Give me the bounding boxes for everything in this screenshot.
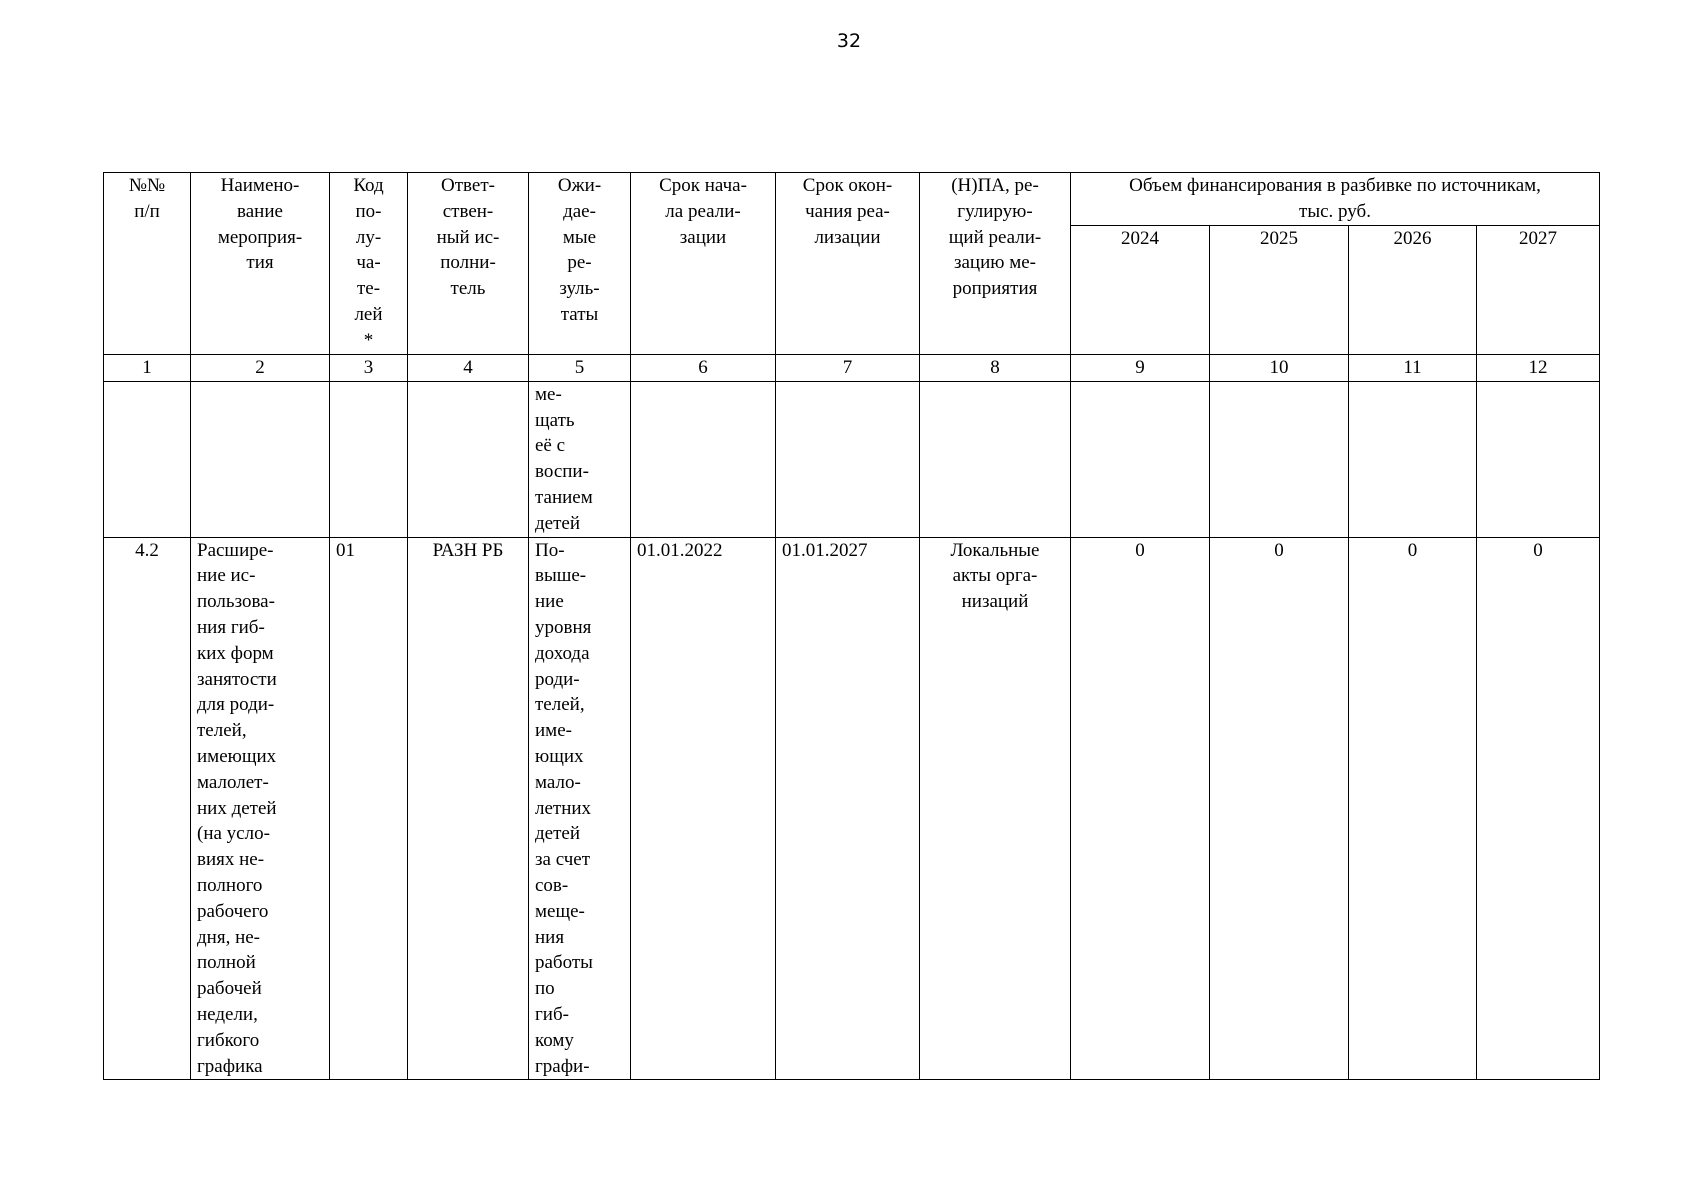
column-number: 2	[191, 355, 330, 382]
column-number: 7	[776, 355, 920, 382]
table-cell	[408, 381, 529, 537]
column-number: 4	[408, 355, 529, 382]
header-row	[104, 173, 1600, 226]
funding-cell: 0	[1477, 537, 1600, 1080]
npa-cell: Локальные акты орга- низаций	[920, 537, 1071, 1080]
funding-cell: 0	[1210, 537, 1349, 1080]
expected-results-cell: ме- щать её с воспи- танием детей	[529, 381, 631, 537]
funding-cell: 0	[1349, 537, 1477, 1080]
table-row	[104, 381, 1600, 537]
header-end: Срок окон- чания реа- лизации	[776, 173, 920, 355]
row-number-cell: 4.2	[104, 537, 191, 1080]
table-cell	[631, 381, 776, 537]
column-number: 6	[631, 355, 776, 382]
table-cell	[776, 381, 920, 537]
table-row	[104, 537, 1600, 1080]
table-cell	[1477, 381, 1600, 537]
header-name: Наимено- вание мероприя- тия	[191, 173, 330, 355]
column-number: 12	[1477, 355, 1600, 382]
measure-name-cell: Расшире- ние ис- пользова- ния гиб- ких форм занятости для роди- телей, имеющих малолет- них детей (на усло- виях не- полного рабочего дня, не- полной рабочей недели, гибкого графика	[191, 537, 330, 1080]
table-cell	[330, 381, 408, 537]
table-cell	[920, 381, 1071, 537]
column-number: 3	[330, 355, 408, 382]
table-cell	[1349, 381, 1477, 537]
column-number: 1	[104, 355, 191, 382]
expected-results-cell: По- выше- ние уровня дохода роди- телей, име- ющих мало- летних детей за счет сов- меще- ния работы по гиб- кому графи-	[529, 537, 631, 1080]
responsible-cell: РАЗН РБ	[408, 537, 529, 1080]
table-cell	[191, 381, 330, 537]
header-year: 2027	[1477, 226, 1600, 355]
header-npa: (Н)ПА, ре- гулирую- щий реали- зацию ме- роприятия	[920, 173, 1071, 355]
header-num: №№ п/п	[104, 173, 191, 355]
header-responsible: Ответ- ствен- ный ис- полни- тель	[408, 173, 529, 355]
start-date-cell: 01.01.2022	[631, 537, 776, 1080]
header-year: 2025	[1210, 226, 1349, 355]
recipient-code-cell: 01	[330, 537, 408, 1080]
table-cell	[104, 381, 191, 537]
column-number: 9	[1071, 355, 1210, 382]
header-expected: Ожи- дае- мые ре- зуль- таты	[529, 173, 631, 355]
header-start: Срок нача- ла реали- зации	[631, 173, 776, 355]
column-number: 10	[1210, 355, 1349, 382]
table-cell	[1210, 381, 1349, 537]
header-funding: Объем финансирования в разбивке по источникам, тыс. руб.	[1071, 173, 1600, 226]
header-year: 2026	[1349, 226, 1477, 355]
column-number: 5	[529, 355, 631, 382]
table-cell	[1071, 381, 1210, 537]
column-numbers-row	[104, 355, 1600, 382]
header-year: 2024	[1071, 226, 1210, 355]
column-number: 11	[1349, 355, 1477, 382]
funding-cell: 0	[1071, 537, 1210, 1080]
header-code: Код по- лу- ча- те- лей *	[330, 173, 408, 355]
page-number: 32	[836, 30, 862, 52]
column-number: 8	[920, 355, 1071, 382]
measures-table	[103, 172, 1600, 1080]
end-date-cell: 01.01.2027	[776, 537, 920, 1080]
